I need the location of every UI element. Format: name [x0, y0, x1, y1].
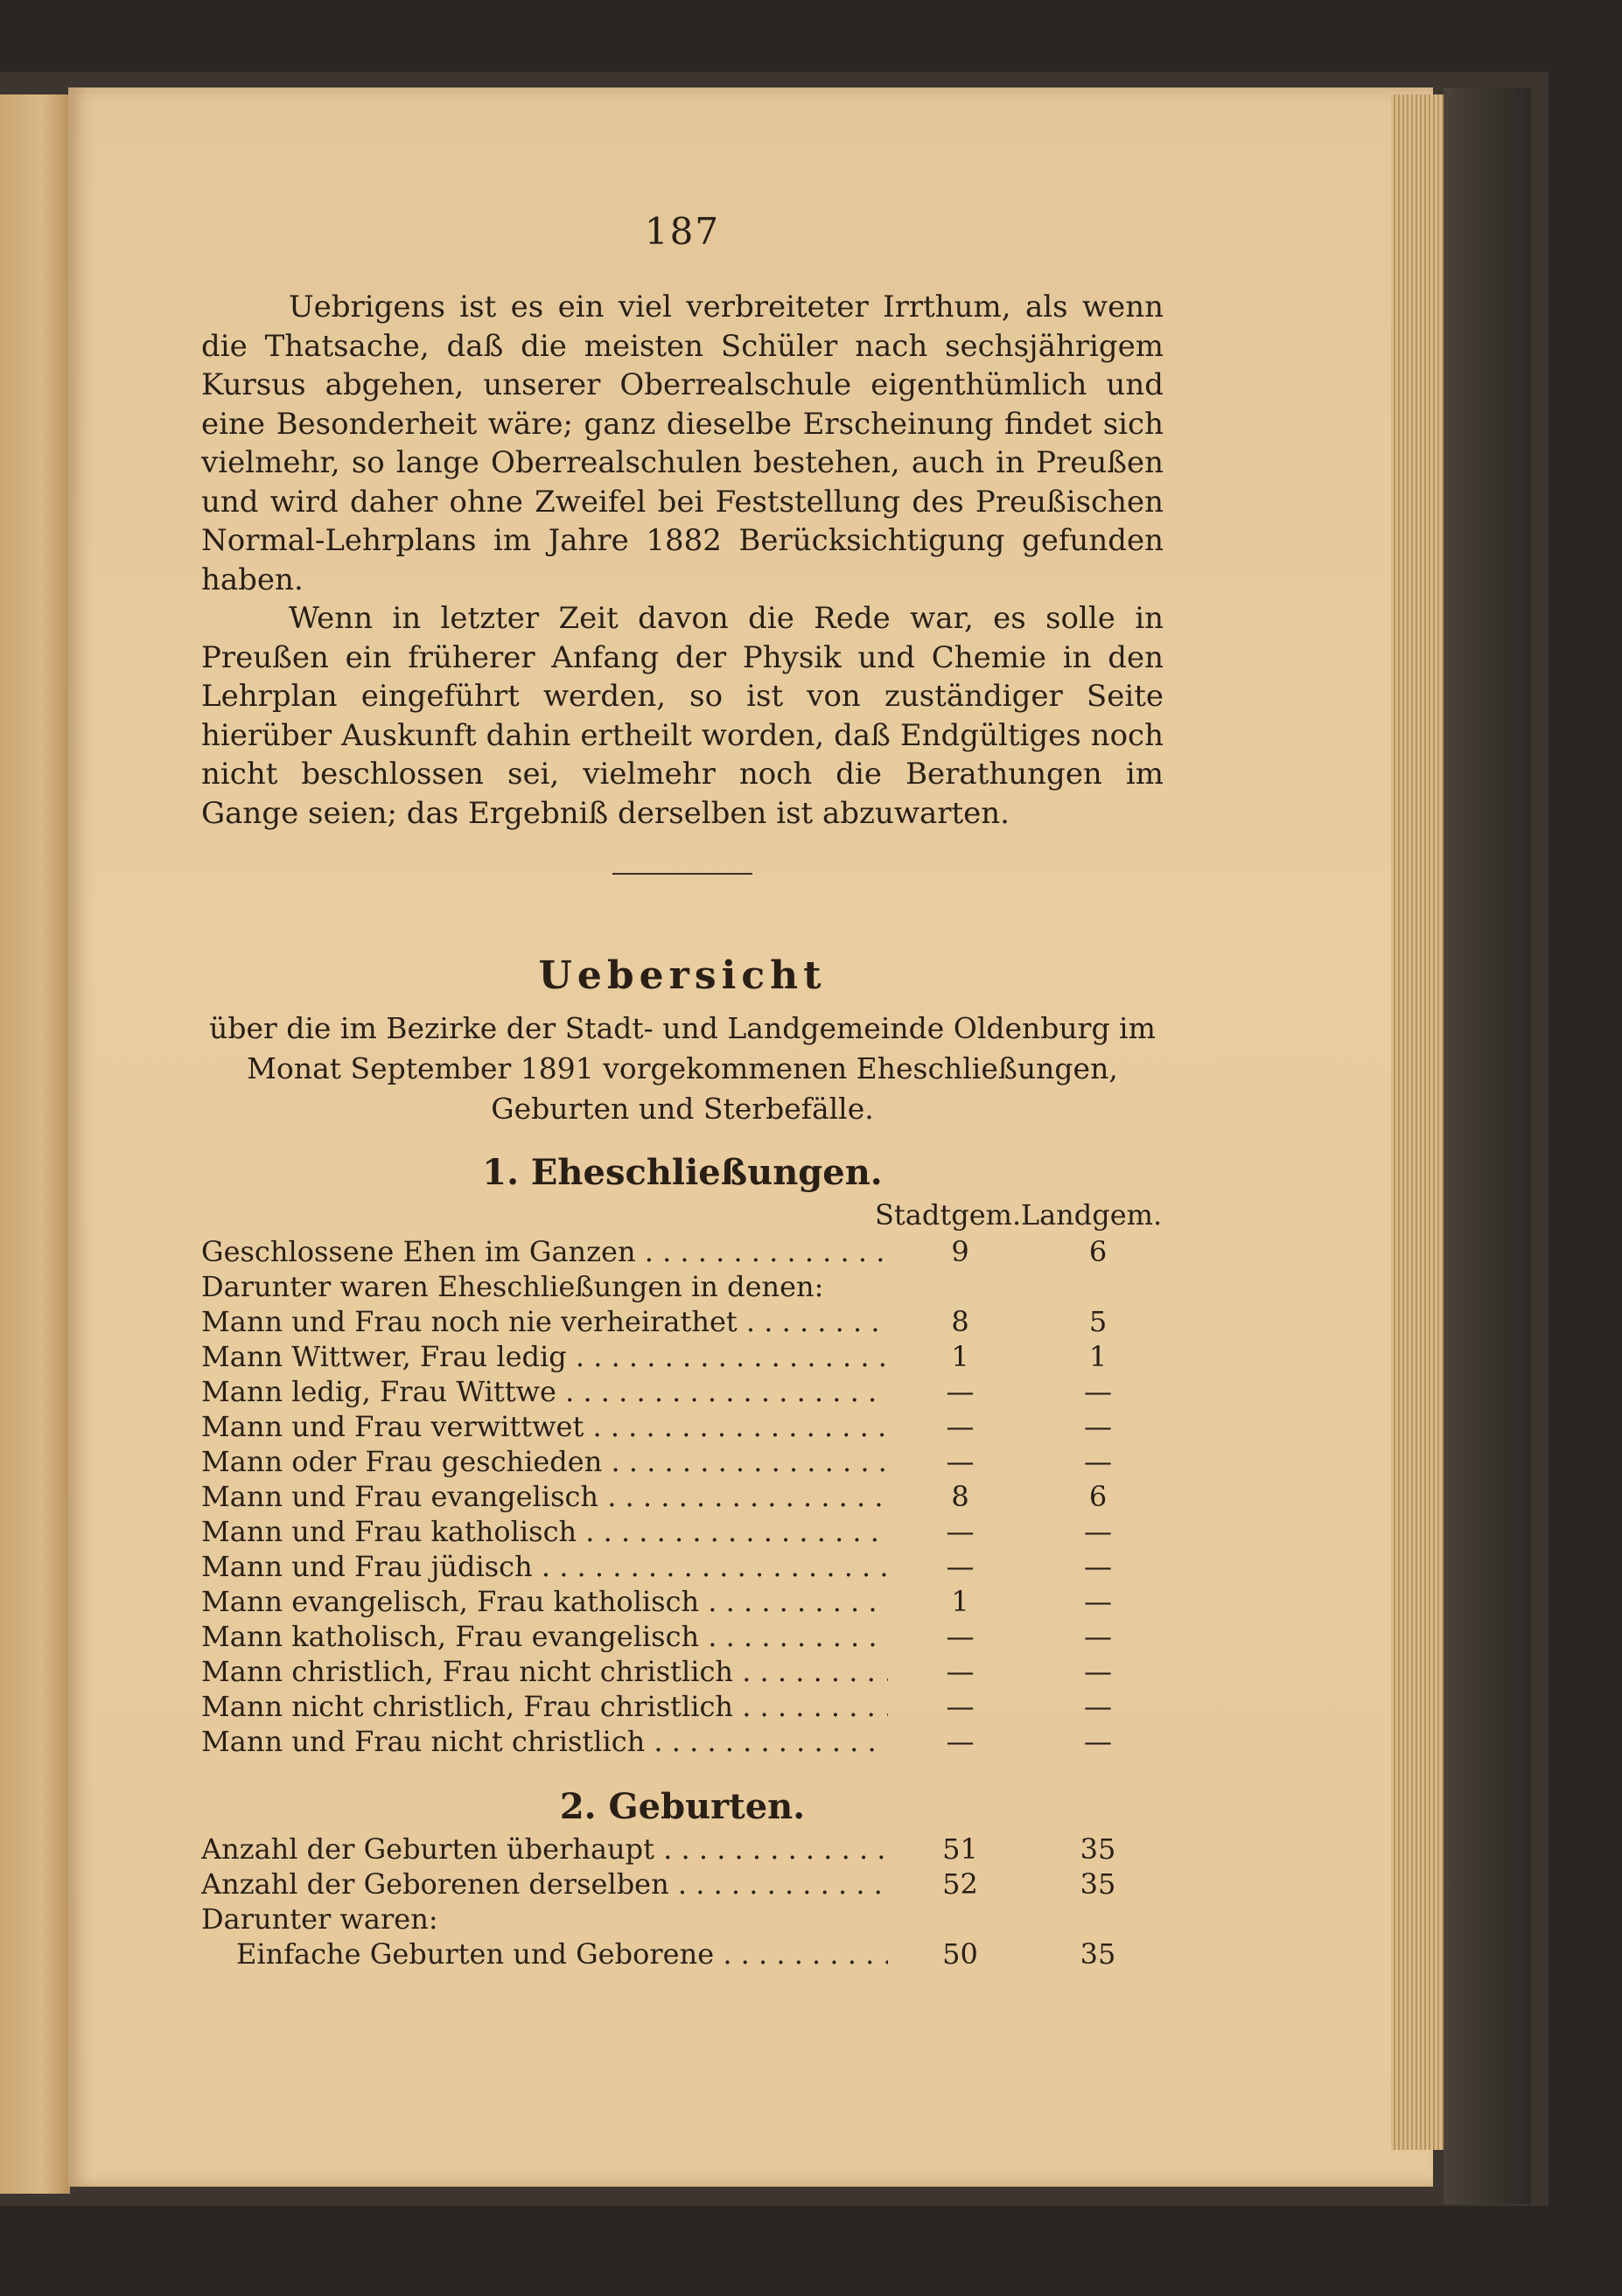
stadt-value: — [946, 1410, 975, 1443]
row-label: Mann katholisch, Frau evangelisch . . . [201, 1620, 888, 1653]
stadt-value: 51 [942, 1832, 978, 1866]
births-heading: 2. Geburten. [559, 1786, 806, 1827]
land-value: — [1084, 1550, 1112, 1583]
land-value: — [1084, 1375, 1112, 1408]
table-row [201, 1655, 1164, 1690]
land-value: — [1084, 1585, 1112, 1618]
land-value: — [1084, 1620, 1112, 1653]
land-value: 1 [1088, 1340, 1108, 1373]
overview-title: Uebersicht [538, 953, 827, 998]
table-row [201, 1725, 1164, 1760]
stadt-value: — [946, 1375, 975, 1408]
land-value: 5 [1088, 1305, 1108, 1338]
stadt-value: — [946, 1445, 975, 1478]
stadt-value: — [946, 1725, 975, 1758]
row-label: Mann und Frau noch nie verheirathet . . . [201, 1305, 888, 1338]
table-row [201, 1445, 1164, 1480]
stadt-value: 9 [951, 1235, 969, 1268]
stadt-value: 8 [951, 1480, 969, 1513]
land-value: 6 [1088, 1235, 1108, 1268]
stadt-value: 50 [942, 1937, 978, 1971]
stadt-value: 8 [951, 1305, 969, 1338]
marriages-heading: 1. Eheschließungen. [482, 1152, 883, 1193]
row-label: Mann evangelisch, Frau katholisch . . . [201, 1585, 888, 1618]
row-label: Darunter waren Eheschließungen in denen: [201, 1270, 824, 1303]
land-value: 35 [1080, 1867, 1116, 1901]
land-value: — [1084, 1445, 1112, 1478]
table-row [201, 1690, 1164, 1725]
row-label: Mann Wittwer, Frau ledig . . . [201, 1340, 888, 1373]
row-label: Mann und Frau evangelisch . . . [201, 1480, 888, 1513]
table-row [201, 1375, 1164, 1410]
land-value: — [1084, 1725, 1112, 1758]
page-number: 187 [644, 210, 721, 253]
land-value: — [1084, 1655, 1112, 1688]
row-label: Einfache Geburten und Geborene . . . [201, 1937, 888, 1971]
column-header-land: Landgem. [1020, 1198, 1163, 1232]
column-headers [201, 1198, 1164, 1232]
stadt-value: — [946, 1550, 975, 1583]
stadt-value: 52 [942, 1867, 978, 1901]
stadt-value: — [946, 1655, 975, 1688]
stadt-value: — [946, 1515, 975, 1548]
table-row [201, 1270, 1164, 1305]
overview-subtitle: über die im Bezirke der Stadt- und Landgemeinde Oldenburg im Monat September 1891 vorgekommenen Eheschließungen, Geburten und Sterbefälle. [209, 1011, 1156, 1126]
row-label: Mann ledig, Frau Wittwe . . . [201, 1375, 888, 1408]
row-label: Mann nicht christlich, Frau christlich . . . [201, 1690, 888, 1723]
page-edges [1391, 94, 1444, 2150]
table-row [201, 1340, 1164, 1375]
column-header-stadt: Stadtgem. [875, 1198, 1022, 1232]
table-row [201, 1832, 1164, 1867]
table-row [201, 1937, 1164, 1972]
row-label: Mann christlich, Frau nicht christlich . . . [201, 1655, 888, 1688]
table-row [201, 1902, 1164, 1937]
stadt-value: 1 [951, 1340, 969, 1373]
paragraph-2: Wenn in letzter Zeit davon die Rede war, es solle in Preußen ein früherer Anfang der Physik und Chemie in den Lehrplan eingeführt werden, so ist von zuständiger Seite hierüber Auskunft dahin ertheilt worden, daß Endgültiges noch nicht beschlossen sei, vielmehr noch die Berathungen im Gange seien; das Ergebniß derselben ist abzuwarten. [201, 601, 1164, 831]
land-value: — [1084, 1410, 1112, 1443]
row-label: Mann und Frau nicht christlich . . . [201, 1725, 888, 1758]
row-label: Anzahl der Geburten überhaupt . . . [201, 1832, 888, 1866]
section-divider [612, 873, 752, 875]
births-table [201, 1832, 1164, 1972]
row-label: Mann und Frau katholisch . . . [201, 1515, 888, 1548]
table-row [201, 1235, 1164, 1270]
land-value: 6 [1088, 1480, 1108, 1513]
row-label: Darunter waren: [201, 1902, 438, 1936]
land-value: — [1084, 1515, 1112, 1548]
row-label: Mann und Frau verwittwet . . . [201, 1410, 888, 1443]
row-label: Mann oder Frau geschieden . . . [201, 1445, 888, 1478]
marriages-table [201, 1235, 1164, 1760]
stadt-value: 1 [951, 1585, 969, 1618]
table-row [201, 1867, 1164, 1902]
table-row [201, 1620, 1164, 1655]
land-value: 35 [1080, 1937, 1116, 1971]
row-label: Anzahl der Geborenen derselben . . . [201, 1867, 888, 1901]
left-page-edge [0, 94, 70, 2194]
paragraph-1: Uebrigens ist es ein viel verbreiteter Irrthum, als wenn die Thatsache, daß die meisten Schüler nach sechsjährigem Kursus abgehen, unserer Oberrealschule eigenthümlich und eine Besonderheit wäre; ganz dieselbe Erscheinung findet sich vielmehr, so lange Oberrealschulen bestehen, auch in Preußen und wird daher ohne Zweifel bei Feststellung des Preußischen Normal-Lehrplans im Jahre 1882 Berücksichtigung gefunden haben. [201, 290, 1164, 597]
table-row [201, 1480, 1164, 1515]
table-row [201, 1515, 1164, 1550]
book-spine [1444, 87, 1531, 2204]
land-value: 35 [1080, 1832, 1116, 1866]
table-row [201, 1410, 1164, 1445]
land-value: — [1084, 1690, 1112, 1723]
row-label: Geschlossene Ehen im Ganzen . . . [201, 1235, 888, 1268]
stadt-value: — [946, 1690, 975, 1723]
stadt-value: — [946, 1620, 975, 1653]
table-row [201, 1585, 1164, 1620]
page-content [201, 210, 1164, 1972]
row-label: Mann und Frau jüdisch . . . [201, 1550, 888, 1583]
table-row [201, 1550, 1164, 1585]
table-row [201, 1305, 1164, 1340]
